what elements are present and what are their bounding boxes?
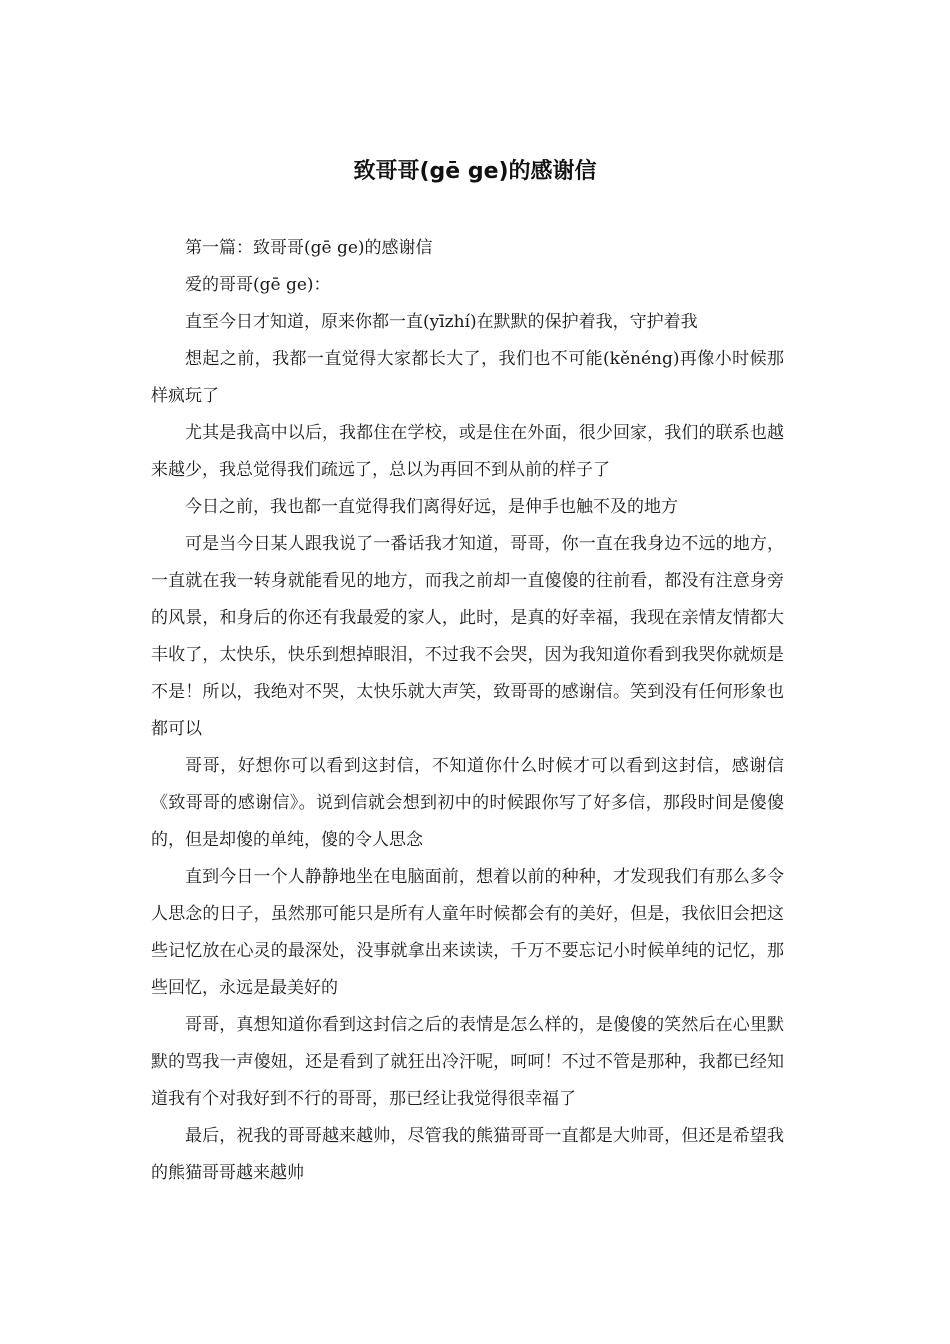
paragraph-6: 今日之前，我也都一直觉得我们离得好远，是伸手也触不及的地方	[185, 497, 678, 517]
paragraph-7: 可是当今日某人跟我说了一番话我才知道，哥哥，你一直在我身边不远的地方，一直就在我一转身就能看见的地方，而我之前却一直傻傻的往前看，都没有注意身旁的风景，和身后的你还有我最爱的家人，此时，是真的好幸福，我现在亲情友情都大丰收了，太快乐，快乐到想掉眼泪，不过我不会哭，因为我知道你看到我哭你就烦是不是！所以，我绝对不哭，太快乐就大声笑，致哥哥的感谢信。笑到没有任何形象也都可以	[151, 534, 784, 739]
paragraph-2: 爱的哥哥(gē ge)：	[185, 275, 331, 295]
document-body	[151, 230, 784, 1192]
paragraph-9: 直到今日一个人静静地坐在电脑面前，想着以前的种种，才发现我们有那么多令人思念的日子，虽然那可能只是所有人童年时候都会有的美好，但是，我依旧会把这些记忆放在心灵的最深处，没事就拿出来读读，千万不要忘记小时候单纯的记忆，那些回忆，永远是最美好的	[151, 867, 784, 998]
paragraph-10: 哥哥，真想知道你看到这封信之后的表情是怎么样的，是傻傻的笑然后在心里默默的骂我一声傻妞，还是看到了就狂出冷汗呢，呵呵！不过不管是那种，我都已经知道我有个对我好到不行的哥哥，那已经让我觉得很幸福了	[151, 1015, 784, 1109]
paragraph-8: 哥哥，好想你可以看到这封信，不知道你什么时候才可以看到这封信，感谢信《致哥哥的感谢信》。说到信就会想到初中的时候跟你写了好多信，那段时间是傻傻的，但是却傻的单纯，傻的令人思念	[151, 756, 784, 850]
document-title: 致哥哥(gē ge)的感谢信	[353, 159, 597, 184]
paragraph-1: 第一篇：致哥哥(gē ge)的感谢信	[185, 238, 433, 258]
paragraph-5: 尤其是我高中以后，我都住在学校，或是住在外面，很少回家，我们的联系也越来越少，我总觉得我们疏远了，总以为再回不到从前的样子了	[151, 423, 784, 480]
paragraph-4: 想起之前，我都一直觉得大家都长大了，我们也不可能(kěnéng)再像小时候那样疯玩了	[151, 349, 784, 406]
paragraph-11: 最后，祝我的哥哥越来越帅，尽管我的熊猫哥哥一直都是大帅哥，但还是希望我的熊猫哥哥越来越帅	[151, 1126, 784, 1183]
paragraph-3: 直至今日才知道，原来你都一直(yīzhí)在默默的保护着我，守护着我	[185, 312, 698, 332]
